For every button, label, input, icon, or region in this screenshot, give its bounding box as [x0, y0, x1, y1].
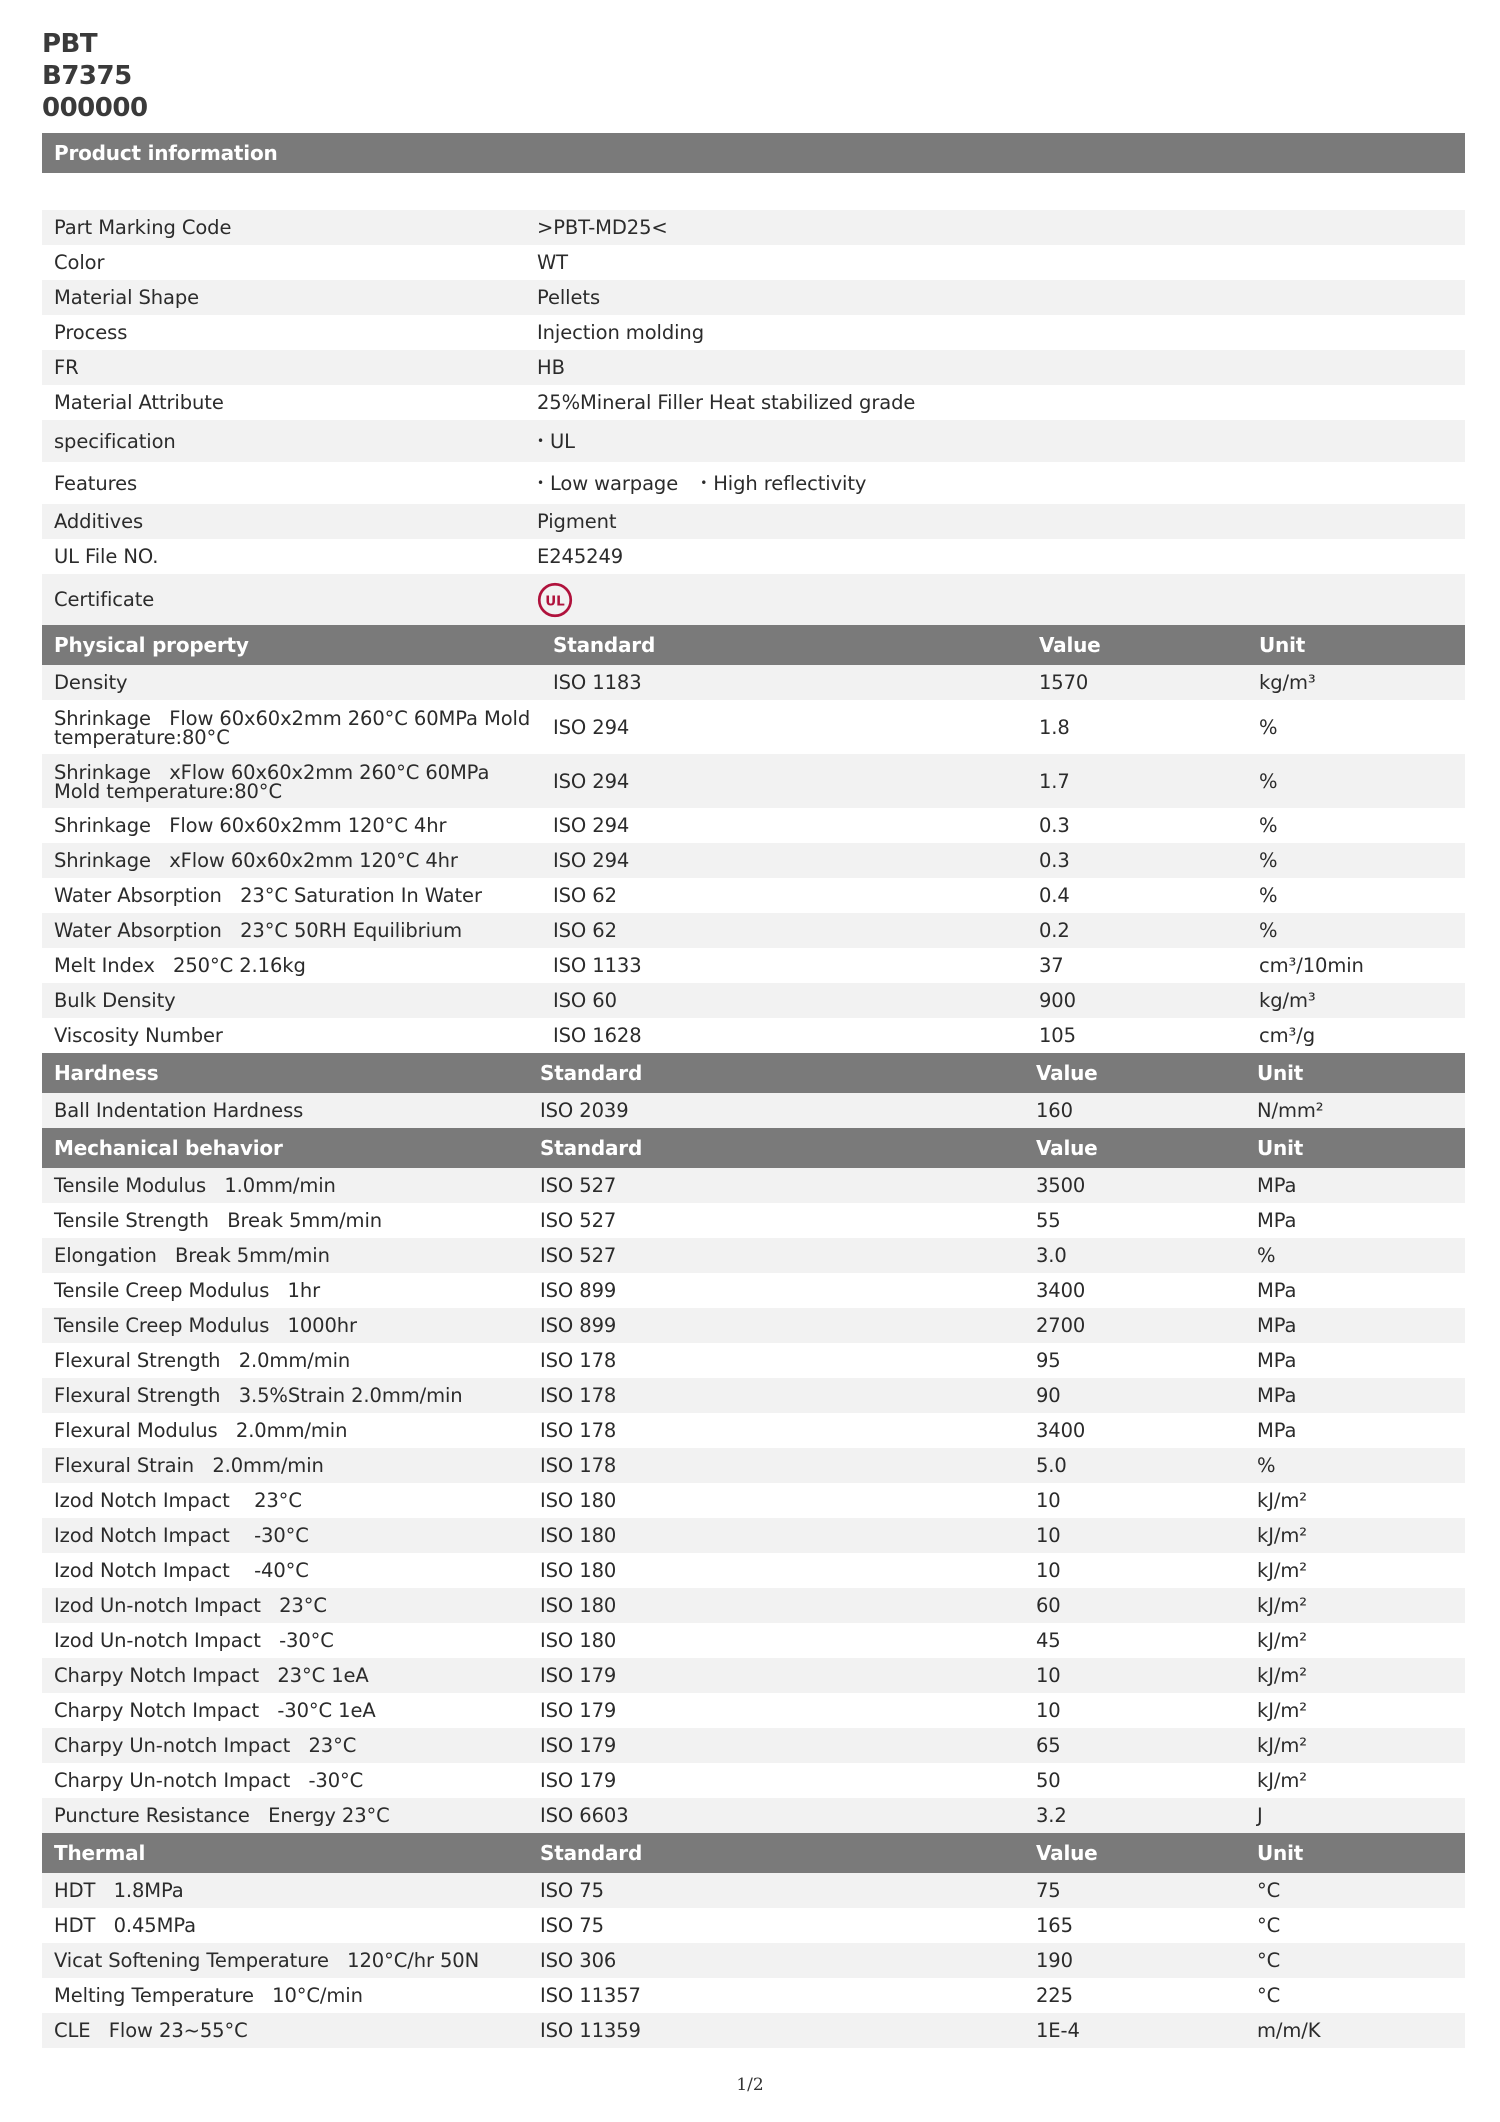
unit-cell: % — [1259, 919, 1278, 942]
unit-cell: °C — [1257, 1879, 1281, 1902]
property-cell: Izod Notch Impact 23°C — [54, 1489, 302, 1512]
unit-cell: MPa — [1257, 1209, 1297, 1232]
table-row — [42, 1553, 1465, 1588]
unit-cell: kg/m³ — [1259, 989, 1316, 1012]
header-property: Thermal — [54, 1841, 146, 1865]
table-row — [42, 1018, 1465, 1053]
standard-cell: ISO 1183 — [553, 671, 642, 694]
unit-cell: kJ/m² — [1257, 1769, 1307, 1792]
product-info-header — [42, 133, 1465, 173]
table-row — [42, 1308, 1465, 1343]
standard-cell: ISO 294 — [553, 715, 630, 739]
thermal-rows — [42, 1873, 1465, 2048]
value-cell: 55 — [1036, 1209, 1061, 1232]
table-row — [42, 1623, 1465, 1658]
standard-cell: ISO 899 — [540, 1279, 617, 1302]
table-row — [42, 1413, 1465, 1448]
standard-cell: ISO 75 — [540, 1879, 604, 1902]
value-cell: 1570 — [1039, 671, 1089, 694]
info-label: specification — [54, 429, 176, 453]
property-cell: Viscosity Number — [54, 1024, 223, 1047]
header-unit: Unit — [1259, 633, 1306, 657]
table-row — [42, 754, 1465, 808]
unit-cell: kJ/m² — [1257, 1664, 1307, 1687]
property-cell: Charpy Un-notch Impact 23°C — [54, 1734, 357, 1757]
table-row — [42, 1728, 1465, 1763]
info-row — [42, 385, 1465, 420]
info-row — [42, 350, 1465, 385]
info-label: UL File NO. — [54, 545, 159, 568]
value-cell: 1.8 — [1039, 715, 1070, 739]
info-label: Certificate — [54, 588, 155, 611]
value-cell: 0.3 — [1039, 849, 1070, 872]
info-row — [42, 280, 1465, 315]
hardness-rows — [42, 1093, 1465, 1128]
table-row — [42, 843, 1465, 878]
spacer — [42, 173, 1465, 210]
product-info-table — [42, 210, 1465, 625]
value-cell: 1E-4 — [1036, 2019, 1080, 2042]
value-cell: 90 — [1036, 1384, 1061, 1407]
header-property: Mechanical behavior — [54, 1136, 283, 1160]
value-cell: 3400 — [1036, 1419, 1086, 1442]
unit-cell: % — [1257, 1454, 1276, 1477]
title-line-material: PBT — [42, 29, 98, 59]
feature-item: • Low warpage — [537, 472, 678, 495]
value-cell: 10 — [1036, 1699, 1061, 1722]
property-cell: HDT 0.45MPa — [54, 1914, 196, 1937]
info-label: Part Marking Code — [54, 216, 232, 239]
standard-cell: ISO 179 — [540, 1664, 617, 1687]
info-value: 25%Mineral Filler Heat stabilized grade — [537, 391, 916, 414]
info-row — [42, 245, 1465, 280]
standard-cell: ISO 62 — [553, 919, 617, 942]
standard-cell: ISO 294 — [553, 769, 630, 793]
thermal-table — [42, 1833, 1465, 2048]
header-unit: Unit — [1257, 1136, 1304, 1160]
thermal-header — [42, 1833, 1465, 1873]
info-value: Pigment — [537, 510, 617, 533]
property-cell: Flexural Strength 2.0mm/min — [54, 1349, 351, 1372]
value-cell: 37 — [1039, 954, 1064, 977]
table-row — [42, 1763, 1465, 1798]
unit-cell: kJ/m² — [1257, 1489, 1307, 1512]
unit-cell: kJ/m² — [1257, 1559, 1307, 1582]
unit-cell: % — [1259, 715, 1278, 739]
unit-cell: MPa — [1257, 1419, 1297, 1442]
value-cell: 75 — [1036, 1879, 1061, 1902]
property-cell: Bulk Density — [54, 989, 176, 1012]
property-cell: Izod Un-notch Impact -30°C — [54, 1629, 334, 1652]
info-value: Pellets — [537, 286, 600, 309]
value-cell: 1.7 — [1039, 769, 1070, 793]
unit-cell: kJ/m² — [1257, 1594, 1307, 1617]
info-label: FR — [54, 356, 79, 379]
table-row — [42, 983, 1465, 1018]
table-row — [42, 1378, 1465, 1413]
property-cell: Tensile Strength Break 5mm/min — [54, 1209, 383, 1232]
unit-cell: MPa — [1257, 1349, 1297, 1372]
unit-cell: MPa — [1257, 1279, 1297, 1302]
table-row — [42, 1908, 1465, 1943]
value-cell: 0.4 — [1039, 884, 1070, 907]
property-cell: Shrinkage xFlow 60x60x2mm 120°C 4hr — [54, 849, 458, 872]
table-row — [42, 1273, 1465, 1308]
property-cell: Shrinkage xFlow 60x60x2mm 260°C 60MPa Mold temperature:80°C — [54, 761, 496, 803]
header-unit: Unit — [1257, 1061, 1304, 1085]
info-value: HB — [537, 356, 565, 379]
value-cell: 10 — [1036, 1489, 1061, 1512]
physical-property-header — [42, 625, 1465, 665]
specification-item: • UL — [537, 430, 575, 453]
mechanical-behavior-rows — [42, 1168, 1465, 1833]
property-cell: Tensile Modulus 1.0mm/min — [54, 1174, 336, 1197]
feature-item: • High reflectivity — [700, 472, 866, 495]
value-cell: 160 — [1036, 1099, 1073, 1122]
table-row — [42, 808, 1465, 843]
value-cell: 95 — [1036, 1349, 1061, 1372]
unit-cell: kJ/m² — [1257, 1629, 1307, 1652]
value-cell: 50 — [1036, 1769, 1061, 1792]
features-list — [525, 472, 1465, 495]
unit-cell: kg/m³ — [1259, 671, 1316, 694]
standard-cell: ISO 180 — [540, 1524, 617, 1547]
property-cell: Water Absorption 23°C Saturation In Water — [54, 884, 482, 907]
standard-cell: ISO 178 — [540, 1419, 617, 1442]
table-row — [42, 878, 1465, 913]
standard-cell: ISO 75 — [540, 1914, 604, 1937]
standard-cell: ISO 527 — [540, 1174, 617, 1197]
unit-cell: m/m/K — [1257, 2019, 1321, 2042]
header-standard: Standard — [540, 1841, 643, 1865]
standard-cell: ISO 1628 — [553, 1024, 642, 1047]
value-cell: 225 — [1036, 1984, 1073, 2007]
standard-cell: ISO 178 — [540, 1349, 617, 1372]
standard-cell: ISO 60 — [553, 989, 617, 1012]
property-cell: Shrinkage Flow 60x60x2mm 260°C 60MPa Mold temperature:80°C — [54, 707, 537, 749]
standard-cell: ISO 179 — [540, 1734, 617, 1757]
table-row — [42, 1873, 1465, 1908]
value-cell: 3.0 — [1036, 1244, 1067, 1267]
unit-cell: MPa — [1257, 1314, 1297, 1337]
info-label: Process — [54, 321, 128, 344]
property-cell: Melting Temperature 10°C/min — [54, 1984, 363, 2007]
value-cell: 10 — [1036, 1524, 1061, 1547]
property-cell: HDT 1.8MPa — [54, 1879, 184, 1902]
value-cell: 10 — [1036, 1664, 1061, 1687]
unit-cell: % — [1257, 1244, 1276, 1267]
property-cell: Tensile Creep Modulus 1000hr — [54, 1314, 357, 1337]
value-cell: 10 — [1036, 1559, 1061, 1582]
value-cell: 0.2 — [1039, 919, 1070, 942]
value-cell: 3.2 — [1036, 1804, 1067, 1827]
physical-property-rows — [42, 665, 1465, 1053]
table-row — [42, 1658, 1465, 1693]
property-cell: Flexural Modulus 2.0mm/min — [54, 1419, 348, 1442]
info-label: Material Attribute — [54, 391, 224, 414]
info-label: Color — [54, 251, 105, 274]
physical-property-table — [42, 625, 1465, 1053]
table-row — [42, 1798, 1465, 1833]
property-cell: Ball Indentation Hardness — [54, 1099, 304, 1122]
value-cell: 60 — [1036, 1594, 1061, 1617]
standard-cell: ISO 2039 — [540, 1099, 629, 1122]
value-cell: 190 — [1036, 1949, 1073, 1972]
table-row — [42, 1203, 1465, 1238]
value-cell: 45 — [1036, 1629, 1061, 1652]
standard-cell: ISO 1133 — [553, 954, 642, 977]
svg-text:UL: UL — [545, 592, 565, 609]
table-row — [42, 1588, 1465, 1623]
header-value: Value — [1039, 633, 1101, 657]
table-row — [42, 1978, 1465, 2013]
info-label: Additives — [54, 510, 144, 533]
unit-cell: J — [1257, 1804, 1263, 1827]
specification-list — [525, 430, 1465, 453]
table-row — [42, 1483, 1465, 1518]
table-row — [42, 700, 1465, 754]
unit-cell: °C — [1257, 1949, 1281, 1972]
standard-cell: ISO 294 — [553, 849, 630, 872]
value-cell: 2700 — [1036, 1314, 1086, 1337]
header-unit: Unit — [1257, 1841, 1304, 1865]
property-cell: Flexural Strain 2.0mm/min — [54, 1454, 324, 1477]
standard-cell: ISO 294 — [553, 814, 630, 837]
info-row-certificate — [42, 574, 1465, 625]
standard-cell: ISO 306 — [540, 1949, 617, 1972]
standard-cell: ISO 899 — [540, 1314, 617, 1337]
standard-cell: ISO 11359 — [540, 2019, 641, 2042]
property-cell: CLE Flow 23~55°C — [54, 2019, 248, 2042]
table-row — [42, 665, 1465, 700]
datasheet — [42, 133, 1465, 2048]
unit-cell: % — [1259, 884, 1278, 907]
product-info-header-label: Product information — [54, 141, 278, 165]
value-cell: 900 — [1039, 989, 1076, 1012]
value-cell: 65 — [1036, 1734, 1061, 1757]
page-number: 1/2 — [736, 2075, 764, 2095]
property-cell: Shrinkage Flow 60x60x2mm 120°C 4hr — [54, 814, 447, 837]
unit-cell: % — [1259, 814, 1278, 837]
standard-cell: ISO 178 — [540, 1384, 617, 1407]
header-property: Hardness — [54, 1061, 159, 1085]
info-label: Material Shape — [54, 286, 200, 309]
unit-cell: MPa — [1257, 1174, 1297, 1197]
standard-cell: ISO 179 — [540, 1769, 617, 1792]
mechanical-behavior-header — [42, 1128, 1465, 1168]
standard-cell: ISO 180 — [540, 1594, 617, 1617]
property-cell: Charpy Notch Impact -30°C 1eA — [54, 1699, 376, 1722]
table-row — [42, 1693, 1465, 1728]
value-cell: 5.0 — [1036, 1454, 1067, 1477]
info-value: E245249 — [537, 545, 624, 568]
info-label: Features — [54, 471, 138, 495]
value-cell: 105 — [1039, 1024, 1076, 1047]
unit-cell: °C — [1257, 1914, 1281, 1937]
header-property: Physical property — [54, 633, 249, 657]
value-cell: 3400 — [1036, 1279, 1086, 1302]
table-row — [42, 1238, 1465, 1273]
mechanical-behavior-table — [42, 1128, 1465, 1833]
property-cell: Izod Notch Impact -30°C — [54, 1524, 309, 1547]
property-cell: Flexural Strength 3.5%Strain 2.0mm/min — [54, 1384, 463, 1407]
standard-cell: ISO 11357 — [540, 1984, 641, 2007]
property-cell: Izod Notch Impact -40°C — [54, 1559, 309, 1582]
standard-cell: ISO 527 — [540, 1244, 617, 1267]
document-title — [42, 28, 148, 124]
hardness-table — [42, 1053, 1465, 1128]
table-row — [42, 1518, 1465, 1553]
standard-cell: ISO 180 — [540, 1629, 617, 1652]
info-row — [42, 210, 1465, 245]
table-row — [42, 913, 1465, 948]
title-line-grade: B7375 — [42, 61, 132, 91]
info-row — [42, 539, 1465, 574]
unit-cell: kJ/m² — [1257, 1699, 1307, 1722]
property-cell: Charpy Notch Impact 23°C 1eA — [54, 1664, 369, 1687]
property-cell: Water Absorption 23°C 50RH Equilibrium — [54, 919, 463, 942]
unit-cell: MPa — [1257, 1384, 1297, 1407]
property-cell: Puncture Resistance Energy 23°C — [54, 1804, 390, 1827]
property-cell: Melt Index 250°C 2.16kg — [54, 954, 306, 977]
standard-cell: ISO 6603 — [540, 1804, 629, 1827]
property-cell: Vicat Softening Temperature 120°C/hr 50N — [54, 1949, 480, 1972]
value-cell: 165 — [1036, 1914, 1073, 1937]
header-value: Value — [1036, 1136, 1098, 1160]
property-cell: Charpy Un-notch Impact -30°C — [54, 1769, 364, 1792]
header-standard: Standard — [553, 633, 656, 657]
info-row-features — [42, 462, 1465, 504]
ul-certification-logo-icon — [537, 582, 573, 618]
table-row — [42, 1343, 1465, 1378]
table-row — [42, 1943, 1465, 1978]
table-row — [42, 2013, 1465, 2048]
table-row — [42, 1168, 1465, 1203]
header-value: Value — [1036, 1061, 1098, 1085]
info-row-specification — [42, 420, 1465, 462]
unit-cell: °C — [1257, 1984, 1281, 2007]
info-value: Injection molding — [537, 321, 704, 344]
value-cell: 0.3 — [1039, 814, 1070, 837]
unit-cell: kJ/m² — [1257, 1524, 1307, 1547]
unit-cell: kJ/m² — [1257, 1734, 1307, 1757]
standard-cell: ISO 527 — [540, 1209, 617, 1232]
unit-cell: cm³/10min — [1259, 954, 1364, 977]
unit-cell: % — [1259, 769, 1278, 793]
table-row — [42, 1093, 1465, 1128]
info-value: WT — [537, 251, 568, 274]
standard-cell: ISO 178 — [540, 1454, 617, 1477]
property-cell: Density — [54, 671, 128, 694]
property-cell: Izod Un-notch Impact 23°C — [54, 1594, 327, 1617]
hardness-header — [42, 1053, 1465, 1093]
property-cell: Elongation Break 5mm/min — [54, 1244, 330, 1267]
unit-cell: cm³/g — [1259, 1024, 1315, 1047]
title-line-code: 000000 — [42, 93, 148, 123]
info-value: >PBT-MD25< — [537, 216, 668, 239]
header-standard: Standard — [540, 1136, 643, 1160]
unit-cell: % — [1259, 849, 1278, 872]
table-row — [42, 1448, 1465, 1483]
header-value: Value — [1036, 1841, 1098, 1865]
info-row — [42, 504, 1465, 539]
header-standard: Standard — [540, 1061, 643, 1085]
certificate-value — [525, 582, 1465, 618]
standard-cell: ISO 179 — [540, 1699, 617, 1722]
unit-cell: N/mm² — [1257, 1099, 1324, 1122]
info-row — [42, 315, 1465, 350]
standard-cell: ISO 180 — [540, 1559, 617, 1582]
table-row — [42, 948, 1465, 983]
value-cell: 3500 — [1036, 1174, 1086, 1197]
standard-cell: ISO 180 — [540, 1489, 617, 1512]
standard-cell: ISO 62 — [553, 884, 617, 907]
property-cell: Tensile Creep Modulus 1hr — [54, 1279, 321, 1302]
